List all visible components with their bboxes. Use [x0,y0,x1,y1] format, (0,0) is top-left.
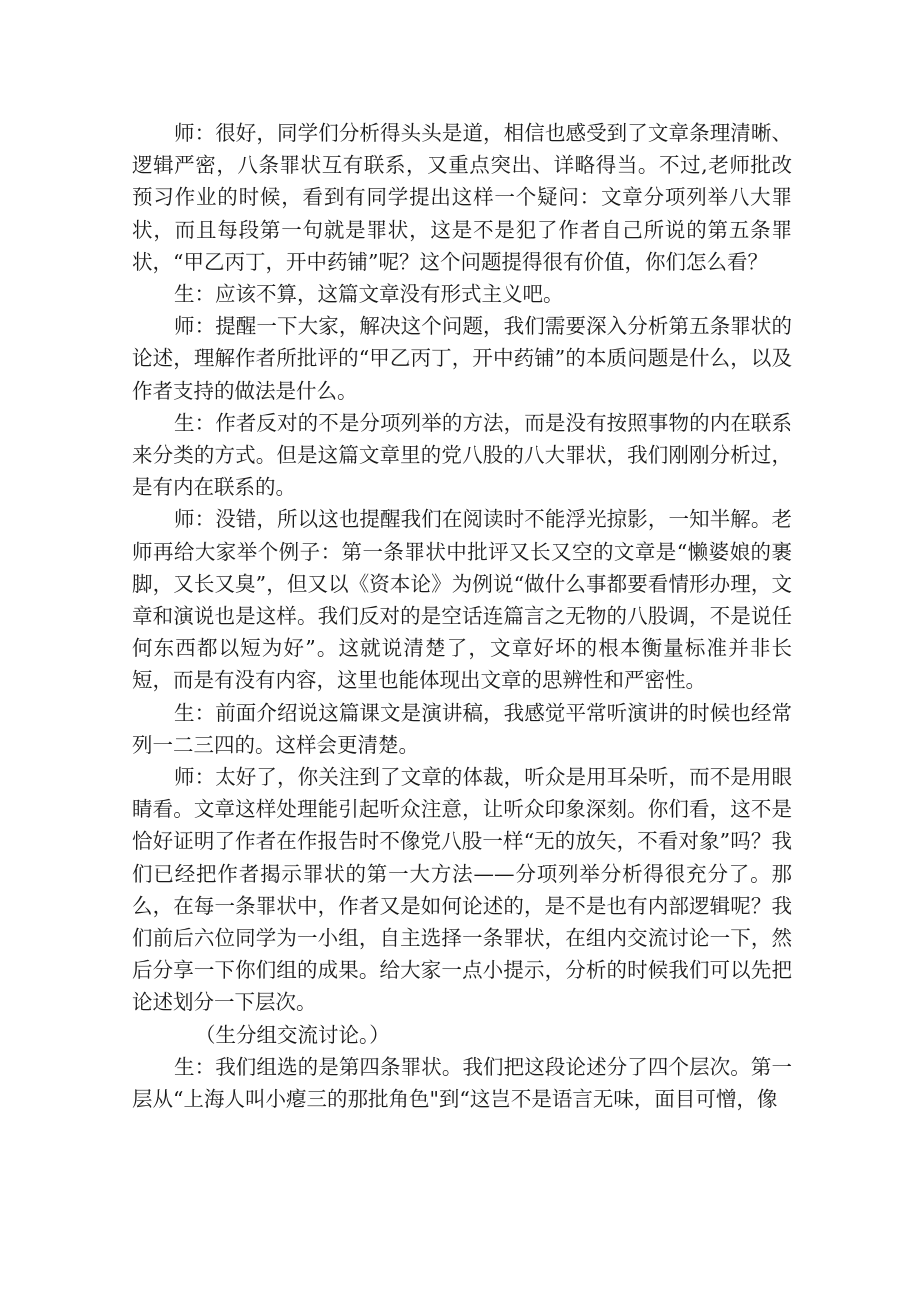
paragraph-teacher-2: 师：提醒一下大家，解决这个问题，我们需要深入分析第五条罪状的论述，理解作者所批评的“甲乙丙丁，开中药铺”的本质问题是什么，以及作者支持的做法是什么。 [132,314,792,403]
paragraph-teacher-1: 师：很好，同学们分析得头头是道，相信也感受到了文章条理清晰、逻辑严密，八条罪状互有联系，又重点突出、详略得当。不过,老师批改预习作业的时候，看到有同学提出这样一个疑问：文章分项列举八大罪状，而且每段第一句就是罪状，这是不是犯了作者自己所说的第五条罪状，“甲乙丙丁，开中药铺”呢？这个问题提得很有价值，你们怎么看？ [132,121,792,274]
stage-direction: （生分组交流讨论。） [195,1022,390,1047]
paragraph-teacher-3: 师：没错，所以这也提醒我们在阅读时不能浮光掠影，一知半解。老师再给大家举个例子：第一条罪状中批评又长又空的文章是“懒婆娘的裹脚，又长又臭”，但又以《资本论》为例说“做什么事都要看情形办理，文章和演说也是这样。我们反对的是空话连篇言之无物的八股调，不是说任何东西都以短为好”。这就说清楚了，文章好坏的根本衡量标准并非长短，而是有没有内容，这里也能体现出文章的思辨性和严密性。 [132,507,792,693]
paragraph-student-4: 生：我们组选的是第四条罪状。我们把这段论述分了四个层次。第一层从“上海人叫小瘪三的那批角色"到“这岂不是语言无味，面目可憎，像 [132,1054,792,1112]
paragraph-teacher-4: 师：太好了，你关注到了文章的体裁，听众是用耳朵听，而不是用眼睛看。文章这样处理能引起听众注意，让听众印象深刻。你们看，这不是恰好证明了作者在作报告时不像党八股一样“无的放矢，不看对象”吗？我们已经把作者揭示罪状的第一大方法——分项列举分析得很充分了。那么，在每一条罪状中，作者又是如何论述的，是不是也有内部逻辑呢？我们前后六位同学为一小组，自主选择一条罪状，在组内交流讨论一下，然后分享一下你们组的成果。给大家一点小提示，分析的时候我们可以先把论述划分一下层次。 [132,765,792,1015]
paragraph-student-2: 生：作者反对的不是分项列举的方法，而是没有按照事物的内在联系来分类的方式。但是这篇文章里的党八股的八大罪状，我们刚刚分析过，是有内在联系的。 [132,410,792,500]
paragraph-student-3: 生：前面介绍说这篇课文是演讲稿，我感觉平常听演讲的时候也经常列一二三四的。这样会更清楚。 [132,700,792,757]
document-body [132,117,792,1115]
paragraph-student-1: 生：应该不算，这篇文章没有形式主义吧。 [174,282,564,307]
